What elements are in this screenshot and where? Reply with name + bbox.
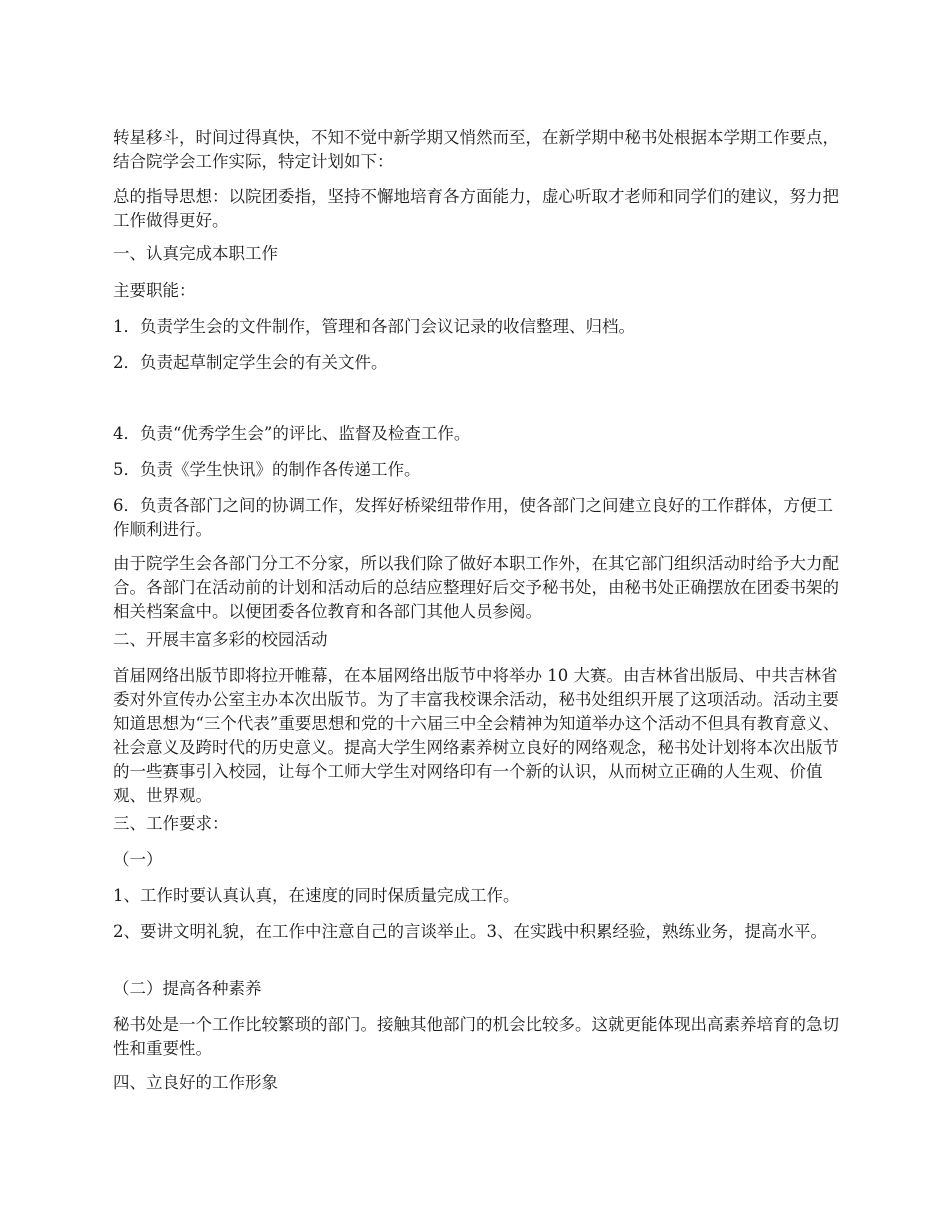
section-heading-4: 四、立良好的工作形象 (113, 1073, 278, 1092)
paragraph-cooperation: 由于院学生会各部门分工不分家，所以我们除了做好本职工作外，在其它部门组织活动时给予大力配合。各部门在活动前的计划和活动后的总结应整理好后交予秘书处，由秘书处正确摆放在团委书架的相关档案盒中。以便团委各位教育和各部门其他人员参阅。 (113, 554, 839, 621)
paragraph-main-duties-label: 主要职能： (113, 281, 196, 300)
list-item-duty-1: 1．负责学生会的文件制作，管理和各部门会议记录的收信整理、归档。 (113, 317, 635, 336)
paragraph-requirement-1: 1、工作时要认真认真，在速度的同时保质量完成工作。 (113, 886, 520, 905)
paragraph-intro: 转星移斗，时间过得真快，不知不觉中新学期又悄然而至，在新学期中秘书处根据本学期工作要点，结合院学会工作实际，特定计划如下： (113, 128, 839, 171)
section-heading-1: 一、认真完成本职工作 (113, 244, 278, 263)
paragraph-requirement-2-3: 2、要讲文明礼貌，在工作中注意自己的言谈举止。3、在实践中积累经验，熟练业务，提高水平。 (113, 922, 827, 941)
list-item-duty-5: 5．负责《学生快讯》的制作各传递工作。 (113, 460, 421, 479)
subheading-two: （二）提高各种素养 (113, 979, 262, 998)
paragraph-publishing-festival: 首届网络出版节即将拉开帷幕，在本届网络出版节中将举办 10 大赛。由吉林省出版局、中共吉林省委对外宣传办公室主办本次出版节。为了丰富我校课余活动，秘书处组织开展了这项活动。活动主要知道思想为“三个代表”重要思想和党的十六届三中全会精神为知道举办这个活动不但具有教育意义、社会意义及跨时代的历史意义。提高大学生网络素养树立良好的网络观念，秘书处计划将本次出版节的一些赛事引入校园，让每个工师大学生对网络印有一个新的认识，从而树立正确的人生观、价值观、世界观。 (113, 666, 840, 805)
section-heading-3: 三、工作要求： (113, 814, 229, 833)
paragraph-secretariat: 秘书处是一个工作比较繁琐的部门。接触其他部门的机会比较多。这就更能体现出高素养培育的急切性和重要性。 (113, 1015, 839, 1058)
section-heading-2: 二、开展丰富多彩的校园活动 (113, 630, 328, 649)
list-item-duty-4: 4．负责“优秀学生会”的评比、监督及检查工作。 (113, 424, 471, 443)
paragraph-guiding-thought: 总的指导思想：以院团委指，坚持不懈地培育各方面能力，虚心听取才老师和同学们的建议，努力把工作做得更好。 (113, 187, 839, 230)
list-item-duty-6: 6．负责各部门之间的协调工作，发挥好桥梁纽带作用，使各部门之间建立良好的工作群体，方便工作顺利进行。 (113, 496, 833, 539)
list-item-duty-2: 2．负责起草制定学生会的有关文件。 (113, 353, 388, 372)
subheading-one: （一） (113, 850, 163, 869)
